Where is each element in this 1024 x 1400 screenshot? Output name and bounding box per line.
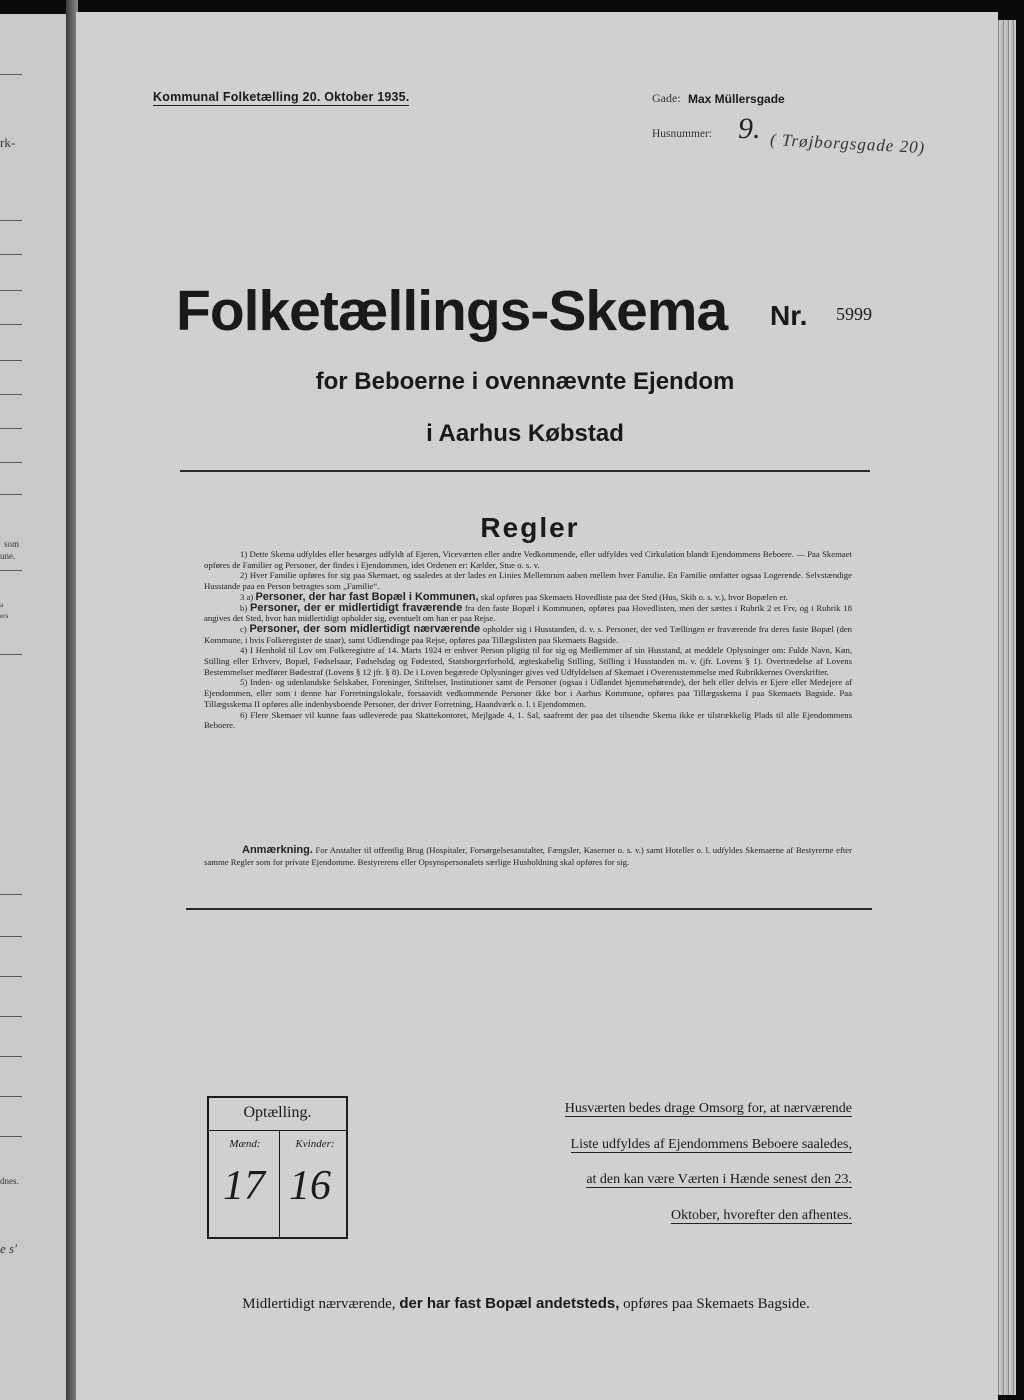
gade-label: Gade: — [652, 91, 681, 105]
optaelling-divider — [209, 1130, 346, 1131]
husnummer-value: 9. — [738, 112, 761, 145]
husvaerten-text: Liste udfyldes af Ejendommens Beboere saaledes, — [570, 1137, 852, 1152]
footer-post: opføres paa Skemaets Bagside. — [623, 1296, 810, 1312]
rule-3a-number: 3 a) — [240, 591, 254, 602]
left-page-rule — [0, 1016, 22, 1017]
optaelling-box — [207, 1096, 348, 1239]
rule-3b-text: fra den faste Bopæl i Kommunen, opføres paa Hovedlisten, men der sættes i Rubrik 2 et Frv, og i Rubrik 18 angives det Sted, hvor han midlertidigt opholder sig, eventuelt om han er paa Rejse. — [204, 602, 852, 624]
left-page-fragment: e s' — [0, 1241, 17, 1256]
rules-heading: Regler — [480, 512, 580, 543]
optaelling-title: Optælling. — [243, 1104, 312, 1121]
left-page-fragment: rk- — [0, 135, 16, 150]
anmaerkning-note — [204, 845, 852, 868]
form-number-label: Nr. — [770, 300, 808, 331]
left-page-rule — [0, 894, 22, 895]
form-subtitle: for Beboerne i ovennævnte Ejendom — [315, 368, 735, 395]
left-page-rule — [0, 570, 22, 571]
rule-2: 2) Hver Familie opføres for sig paa Skemaet, og saaledes at der lades en Linies Mellemrum aaben mellem hver Familie. En Familie omfatter ogsaa Logerende. Selvstændige Husstande paa en Person betragtes som „Familie“. — [204, 570, 852, 592]
form-title: Folketællings-Skema — [176, 279, 728, 343]
rule-3b-heading: Personer, der er midlertidigt fraværende — [250, 601, 463, 614]
left-page-rule — [0, 976, 22, 977]
left-page-rule — [0, 394, 22, 395]
rule-6: 6) Flere Skemaer vil kunne faas udleverede paa Skattekontoret, Mejlgade 4, 1. Sal, saafremt der paa det tilsendte Skema ikke er tilstrækkelig Plads til alle Ejendommens Beboere. — [204, 709, 852, 731]
left-page-fragment: som — [4, 539, 20, 549]
gade-value: Max Müllersgade — [688, 92, 785, 106]
rule-3b-number: b) — [240, 602, 248, 613]
left-page-fragment: a — [0, 601, 4, 609]
rule-3b — [204, 603, 852, 624]
rules-text — [204, 549, 852, 731]
rule-3a-heading: Personer, der har fast Bopæl i Kommunen, — [255, 590, 479, 603]
maend-label: Mænd: — [229, 1138, 261, 1150]
footer-bold: der har fast Bopæl andetsteds, — [399, 1295, 620, 1312]
header-kommunal-census: Kommunal Folketælling 20. Oktober 1935. — [153, 90, 410, 104]
husvaerten-line — [512, 1172, 852, 1188]
left-page-fragment: ers — [0, 612, 9, 620]
form-subtitle-city: i Aarhus Købstad — [426, 420, 624, 447]
husnummer-handwritten-note: ( Trøjborgsgade 20) — [769, 129, 926, 158]
left-page-rule — [0, 360, 22, 361]
left-page-rule — [0, 1056, 22, 1057]
footer-note — [176, 1295, 876, 1313]
left-page-rule — [0, 654, 22, 655]
left-page-rule — [0, 494, 22, 495]
footer-pre: Midlertidigt nærværende, — [242, 1296, 396, 1312]
left-page-rule — [0, 1136, 22, 1137]
left-page-rule — [0, 936, 22, 937]
left-page-fragment: une. — [0, 551, 16, 561]
page-edges — [996, 20, 1016, 1395]
rule-3c — [204, 624, 852, 645]
left-page-rule — [0, 428, 22, 429]
rule-3c-number: c) — [240, 623, 247, 634]
rule-3a-text: skal opføres paa Skemaets Hovedliste paa det Sted (Hus, Skib o. s. v.), hvor Bopælen er. — [480, 591, 788, 602]
left-page-fragment: dnes. — [0, 1176, 19, 1186]
left-page-rule — [0, 74, 22, 75]
rule-3c-heading: Personer, der som midlertidigt nærværende — [249, 622, 481, 635]
husvaerten-line — [512, 1101, 852, 1117]
anmaerkning-lead: Anmærkning. — [242, 844, 313, 856]
rule-3c-text: opholder sig i Husstanden, d. v. s. Personer, der ved Tællingen er fraværende fra deres faste Bopæl (den Kommune, i hvis Folkeregister de staar), samt Udlændinge paa Rejse, opføres paa Tillægslisten paa Skemaets Bagside. — [204, 623, 853, 645]
husnummer-label: Husnummer: — [652, 128, 713, 140]
husvaerten-text: Husværten bedes drage Omsorg for, at nærværende — [564, 1101, 852, 1116]
maend-count: 17 — [223, 1163, 265, 1209]
husvaerten-text: at den kan være Værten i Hænde senest den 23. — [586, 1172, 852, 1187]
divider-rule — [186, 908, 872, 910]
left-page-rule — [0, 290, 22, 291]
form-number-value: 5999 — [836, 304, 872, 324]
left-facing-page — [0, 14, 66, 1400]
rule-5: 5) Inden- og udenlandske Selskaber, Foreninger, Stiftelser, Institutioner samt de Personer (ogsaa i Udlandet hjemmehørende), der helt eller delvis er Ejere eller Medejere af Ejendommen, eller som i denne har Forretningslokale, forsaavidt vedkommende Personer ikke bor i Aarhus Kommune, opføres paa Tillægsskema I paa Skemaets Bagside. Paa Tillægsskema II opføres alle indenbysboende Personer, der driver Forretning, Haandværk o. l. i Ejendommen. — [204, 677, 852, 709]
kvinder-count: 16 — [289, 1163, 331, 1209]
rule-1: 1) Dette Skema udfyldes eller besørges udfyldt af Ejeren, Viceværten eller andre Vedkommende, eller udfyldes ved Cirkulation blandt Ejendommens Beboere. — Paa Skemaet opføres de Familier og Personer, der findes i Ejendommen, idet Ordenen er: Kælder, Stue o. s. v. — [204, 549, 852, 570]
left-page-rule — [0, 220, 22, 221]
husvaerten-line — [512, 1208, 852, 1224]
divider-rule — [180, 470, 870, 472]
husvaerten-line — [512, 1137, 852, 1153]
left-page-rule — [0, 324, 22, 325]
left-page-rule — [0, 1096, 22, 1097]
kvinder-label: Kvinder: — [295, 1138, 335, 1150]
rule-4: 4) I Henhold til Lov om Folkeregistre af 14. Marts 1924 er enhver Person pligtig til for sig og Medlemmer af sin Husstand, at meddele Oplysninger om: Fulde Navn, Køn, Stilling eller Erhverv, Bopæl, Fødselsaar, Fødselsdag og Fødested, Statsborgerforhold, ægteskabelig Stilling, Stilling i Husstanden m. v. (jfr. Lovens § 1). Overtrædelse af Lovens Bestemmelser medfører Bødestraf (Lovens § 12 jfr. § 8). De i Loven begærede Oplysninger gives ved Udfyldelsen af Skemaet i Overensstemmelse med Rubrikkernes Overskrifter. — [204, 645, 852, 677]
anmaerkning-paragraph — [204, 845, 852, 868]
left-page-rule — [0, 462, 22, 463]
anmaerkning-text: For Anstalter til offentlig Brug (Hospitaler, Forsørgelsesanstalter, Fængsler, Kaserner o. s. v.) samt Hoteller o. l. udfyldes Skemaerne af Bestyrerne efter samme Regler som for private Ejendomme. Bestyrerens eller Opsynspersonalets særlige Husholdning skal opføres for sig. — [204, 845, 852, 867]
left-page-rule — [0, 254, 22, 255]
husvaerten-text: Oktober, hvorefter den afhentes. — [671, 1208, 852, 1223]
optaelling-divider — [279, 1130, 280, 1239]
